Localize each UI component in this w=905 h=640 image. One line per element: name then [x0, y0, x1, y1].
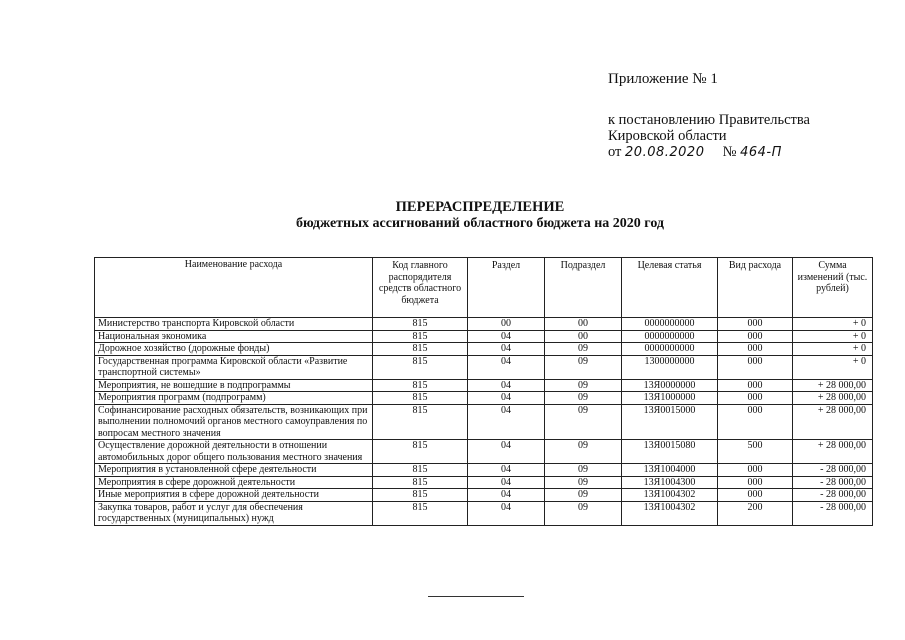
row-target-article: 13Я0000000 — [622, 379, 718, 392]
row-target-article: 0000000000 — [622, 318, 718, 331]
row-target-article: 13Я1000000 — [622, 392, 718, 405]
row-target-article: 13Я0015000 — [622, 404, 718, 440]
header-expense-type: Вид расхода — [718, 258, 793, 318]
table-row — [95, 379, 873, 392]
row-code: 815 — [373, 343, 468, 356]
table-row — [95, 392, 873, 405]
row-amount: + 0 — [793, 318, 873, 331]
row-subsection: 09 — [545, 440, 622, 464]
row-target-article: 13Я1004302 — [622, 489, 718, 502]
row-section: 04 — [468, 501, 545, 525]
row-section: 04 — [468, 330, 545, 343]
row-target-article: 13Я1004300 — [622, 476, 718, 489]
row-amount: + 28 000,00 — [793, 392, 873, 405]
row-subsection: 00 — [545, 318, 622, 331]
row-expense-type: 200 — [718, 501, 793, 525]
row-name: Осуществление дорожной деятельности в отношении автомобильных дорог общего пользования местного значения — [95, 440, 373, 464]
row-name: Закупка товаров, работ и услуг для обеспечения государственных (муниципальных) нужд — [95, 501, 373, 525]
table-row — [95, 330, 873, 343]
header-subsection: Подраздел — [545, 258, 622, 318]
table-row — [95, 355, 873, 379]
row-code: 815 — [373, 501, 468, 525]
row-section: 04 — [468, 404, 545, 440]
row-expense-type: 000 — [718, 330, 793, 343]
row-amount: - 28 000,00 — [793, 501, 873, 525]
row-expense-type: 000 — [718, 379, 793, 392]
appendix-label: Приложение № 1 — [608, 71, 718, 87]
row-subsection: 09 — [545, 343, 622, 356]
row-subsection: 09 — [545, 355, 622, 379]
row-expense-type: 000 — [718, 355, 793, 379]
row-amount: + 0 — [793, 343, 873, 356]
row-section: 04 — [468, 476, 545, 489]
row-expense-type: 000 — [718, 392, 793, 405]
row-target-article: 13Я1004000 — [622, 464, 718, 477]
table-row — [95, 318, 873, 331]
signature-line — [428, 596, 524, 597]
table-header-row — [95, 258, 873, 318]
row-name: Национальная экономика — [95, 330, 373, 343]
row-target-article: 13Я0015080 — [622, 440, 718, 464]
row-amount: + 28 000,00 — [793, 379, 873, 392]
header-target-article: Целевая статья — [622, 258, 718, 318]
table-row — [95, 440, 873, 464]
row-amount: + 28 000,00 — [793, 404, 873, 440]
row-expense-type: 000 — [718, 404, 793, 440]
row-code: 815 — [373, 355, 468, 379]
row-code: 815 — [373, 392, 468, 405]
row-name: Иные мероприятия в сфере дорожной деятельности — [95, 489, 373, 502]
row-target-article: 13Я1004302 — [622, 501, 718, 525]
row-amount: - 28 000,00 — [793, 476, 873, 489]
document-title: ПЕРЕРАСПРЕДЕЛЕНИЕ — [395, 199, 565, 215]
header-amount: Сумма изменений (тыс. рублей) — [793, 258, 873, 318]
row-section: 04 — [468, 343, 545, 356]
row-code: 815 — [373, 379, 468, 392]
row-section: 04 — [468, 392, 545, 405]
row-subsection: 00 — [545, 330, 622, 343]
row-name: Дорожное хозяйство (дорожные фонды) — [95, 343, 373, 356]
row-amount: + 0 — [793, 330, 873, 343]
row-name: Мероприятия в установленной сфере деятельности — [95, 464, 373, 477]
row-subsection: 09 — [545, 489, 622, 502]
row-expense-type: 500 — [718, 440, 793, 464]
table-row — [95, 464, 873, 477]
row-subsection: 09 — [545, 476, 622, 489]
budget-table — [94, 257, 873, 526]
row-name: Мероприятия, не вошедшие в подпрограммы — [95, 379, 373, 392]
row-code: 815 — [373, 440, 468, 464]
resolution-number: 464-П — [740, 145, 782, 160]
row-amount: - 28 000,00 — [793, 464, 873, 477]
row-name: Софинансирование расходных обязательств, возникающих при выполнении полномочий органов местного самоуправления по вопросам местного значения — [95, 404, 373, 440]
row-expense-type: 000 — [718, 343, 793, 356]
table-row — [95, 404, 873, 440]
resolution-date-line — [608, 144, 810, 161]
row-subsection: 09 — [545, 464, 622, 477]
row-code: 815 — [373, 476, 468, 489]
row-subsection: 09 — [545, 501, 622, 525]
row-section: 04 — [468, 440, 545, 464]
row-subsection: 09 — [545, 379, 622, 392]
row-name: Мероприятия в сфере дорожной деятельности — [95, 476, 373, 489]
header-name: Наименование расхода — [95, 258, 373, 318]
row-expense-type: 000 — [718, 476, 793, 489]
resolution-line1: к постановлению Правительства — [608, 112, 810, 128]
row-section: 04 — [468, 464, 545, 477]
number-prefix: № — [722, 144, 737, 160]
table-body — [95, 318, 873, 526]
row-subsection: 09 — [545, 404, 622, 440]
row-code: 815 — [373, 489, 468, 502]
row-expense-type: 000 — [718, 318, 793, 331]
row-code: 815 — [373, 330, 468, 343]
header-section: Раздел — [468, 258, 545, 318]
row-name: Министерство транспорта Кировской области — [95, 318, 373, 331]
row-amount: + 0 — [793, 355, 873, 379]
row-name: Государственная программа Кировской области «Развитие транспортной системы» — [95, 355, 373, 379]
table-row — [95, 489, 873, 502]
row-section: 04 — [468, 379, 545, 392]
header-code: Код главного распорядителя средств областного бюджета — [373, 258, 468, 318]
row-name: Мероприятия программ (подпрограмм) — [95, 392, 373, 405]
table-row — [95, 476, 873, 489]
row-target-article: 1300000000 — [622, 355, 718, 379]
row-subsection: 09 — [545, 392, 622, 405]
row-section: 00 — [468, 318, 545, 331]
resolution-date: 20.08.2020 — [625, 145, 705, 160]
row-target-article: 0000000000 — [622, 343, 718, 356]
row-code: 815 — [373, 464, 468, 477]
row-amount: + 28 000,00 — [793, 440, 873, 464]
row-code: 815 — [373, 318, 468, 331]
resolution-line2: Кировской области — [608, 128, 727, 144]
table-row — [95, 501, 873, 525]
table-row — [95, 343, 873, 356]
row-code: 815 — [373, 404, 468, 440]
resolution-block — [608, 112, 810, 161]
date-prefix: от — [608, 144, 622, 160]
document-subtitle: бюджетных ассигнований областного бюджета на 2020 год — [296, 216, 664, 231]
row-section: 04 — [468, 355, 545, 379]
row-expense-type: 000 — [718, 464, 793, 477]
row-target-article: 0000000000 — [622, 330, 718, 343]
row-section: 04 — [468, 489, 545, 502]
row-amount: - 28 000,00 — [793, 489, 873, 502]
row-expense-type: 000 — [718, 489, 793, 502]
